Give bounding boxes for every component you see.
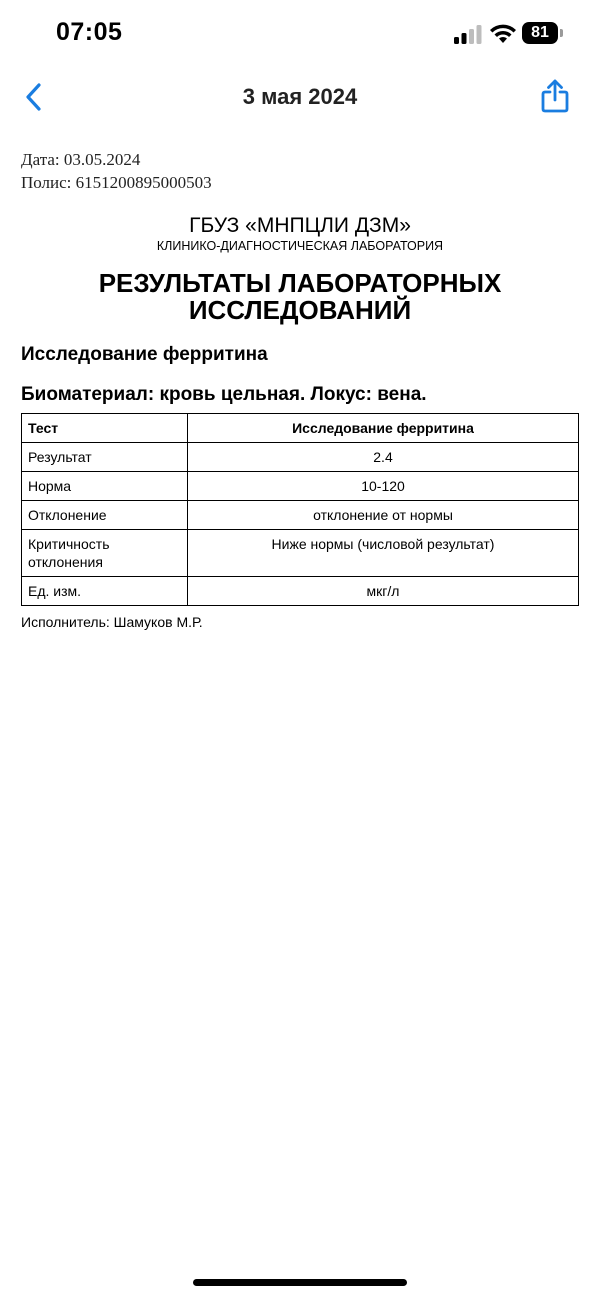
report-date: Дата: 03.05.2024 <box>21 150 141 169</box>
status-bar <box>0 0 600 70</box>
policy-number: Полис: 6151200895000503 <box>21 173 212 192</box>
table-row <box>22 501 579 530</box>
table-header-study: Исследование ферритина <box>188 414 579 443</box>
table-row <box>22 530 579 577</box>
battery-icon <box>522 22 564 44</box>
table-row <box>22 443 579 472</box>
organization-name: ГБУЗ «МНПЦЛИ ДЗМ» <box>189 214 411 237</box>
row-value: мкг/л <box>188 577 579 606</box>
row-value: Ниже нормы (числовой результат) <box>188 530 579 577</box>
row-value: отклонение от нормы <box>188 501 579 530</box>
row-label: Отклонение <box>22 501 188 530</box>
row-value: 2.4 <box>188 443 579 472</box>
table-row <box>22 472 579 501</box>
battery-level: 81 <box>522 22 558 44</box>
table-row <box>22 577 579 606</box>
row-label: Критичность отклонения <box>22 530 188 577</box>
share-icon[interactable] <box>540 78 570 114</box>
biomaterial-line: Биоматериал: кровь цельная. Локус: вена. <box>21 384 427 405</box>
signal-icon <box>454 24 482 44</box>
chevron-left-icon[interactable] <box>22 82 48 112</box>
study-title: Исследование ферритина <box>21 344 268 365</box>
row-label: Ед. изм. <box>22 577 188 606</box>
row-label: Результат <box>22 443 188 472</box>
home-indicator[interactable] <box>193 1279 407 1286</box>
battery-tip <box>560 29 563 37</box>
status-time: 07:05 <box>56 18 123 46</box>
nav-title: 3 мая 2024 <box>242 84 358 109</box>
row-label: Норма <box>22 472 188 501</box>
table-header-test: Тест <box>22 414 188 443</box>
row-value: 10-120 <box>188 472 579 501</box>
executor-line: Исполнитель: Шамуков М.Р. <box>21 614 203 630</box>
table-header-row <box>22 414 579 443</box>
organization-subtitle: КЛИНИКО-ДИАГНОСТИЧЕСКАЯ ЛАБОРАТОРИЯ <box>156 239 444 253</box>
lab-report-document <box>21 148 579 631</box>
report-title: РЕЗУЛЬТАТЫ ЛАБОРАТОРНЫХ ИССЛЕДОВАНИЙ <box>98 268 502 325</box>
results-table <box>21 413 579 606</box>
wifi-icon <box>489 22 517 44</box>
nav-bar <box>0 70 600 126</box>
